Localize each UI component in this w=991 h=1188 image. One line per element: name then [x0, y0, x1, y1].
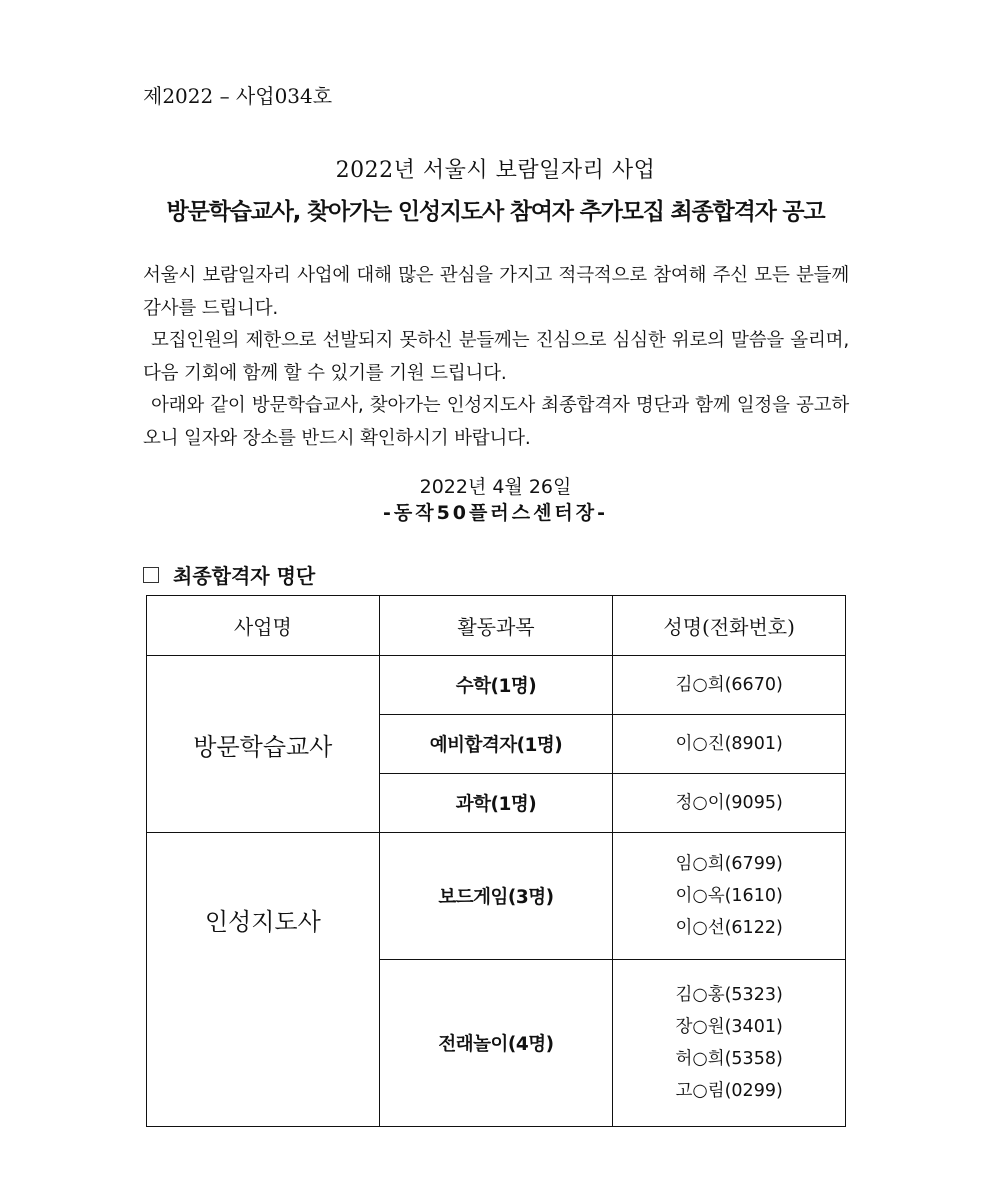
table-row	[147, 833, 846, 960]
applicant-name: 허○희(5358)	[675, 1049, 783, 1069]
applicant-name: 이○선(6122)	[675, 918, 783, 938]
body-text	[143, 260, 849, 455]
paragraph-thanks: 서울시 보람일자리 사업에 대해 많은 관심을 가지고 적극적으로 참여해 주신 모든 분들께 감사를 드립니다.	[143, 265, 849, 319]
applicant-name: 김○홍(5323)	[675, 985, 783, 1005]
business-label: 인성지도사	[204, 908, 321, 936]
names-cell	[613, 774, 846, 833]
business-cell	[147, 656, 380, 833]
paragraph-notice: 아래와 같이 방문학습교사, 찾아가는 인성지도사 최종합격자 명단과 함께 일정을 공고하오니 일자와 장소를 반드시 확인하시기 바랍니다.	[143, 395, 849, 449]
subject-cell: 수학(1명)	[379, 656, 613, 715]
names-cell	[613, 656, 846, 715]
header-business: 사업명	[147, 596, 380, 656]
title-line-2: 방문학습교사, 찾아가는 인성지도사 참여자 추가모집 최종합격자 공고	[166, 199, 825, 225]
checkbox-icon	[143, 567, 159, 583]
business-cell	[147, 833, 380, 1127]
paragraph-consolation: 모집인원의 제한으로 선발되지 못하신 분들께는 진심으로 심심한 위로의 말씀을 올리며, 다음 기회에 함께 할 수 있기를 기원 드립니다.	[143, 330, 849, 384]
table-row	[147, 656, 846, 715]
document-number: 제2022 – 사업034호	[143, 84, 333, 108]
header-subject: 활동과목	[379, 596, 613, 656]
names-cell	[613, 833, 846, 960]
subject-cell: 예비합격자(1명)	[379, 715, 613, 774]
subject-cell: 전래놀이(4명)	[379, 960, 613, 1127]
section-heading-label: 최종합격자 명단	[173, 564, 316, 588]
section-heading	[143, 560, 315, 589]
table-header-row	[147, 596, 846, 656]
subject-cell: 보드게임(3명)	[379, 833, 613, 960]
header-name-phone: 성명(전화번호)	[613, 596, 846, 656]
names-cell	[613, 960, 846, 1127]
applicant-name: 김○희(6670)	[675, 675, 783, 695]
issuer-name: -동작50플러스센터장-	[382, 502, 609, 524]
applicant-name: 임○희(6799)	[675, 854, 783, 874]
title-line-1: 2022년 서울시 보람일자리 사업	[335, 158, 656, 183]
announcement-date: 2022년 4월 26일	[419, 476, 572, 498]
subject-cell: 과학(1명)	[379, 774, 613, 833]
applicant-name: 이○옥(1610)	[675, 886, 783, 906]
applicant-name: 정○이(9095)	[675, 793, 783, 813]
names-cell	[613, 715, 846, 774]
applicant-name: 고○림(0299)	[675, 1081, 783, 1101]
applicant-name: 이○진(8901)	[675, 734, 783, 754]
final-applicants-table	[146, 595, 846, 1127]
business-label: 방문학습교사	[193, 732, 333, 761]
applicant-name: 장○원(3401)	[675, 1017, 783, 1037]
